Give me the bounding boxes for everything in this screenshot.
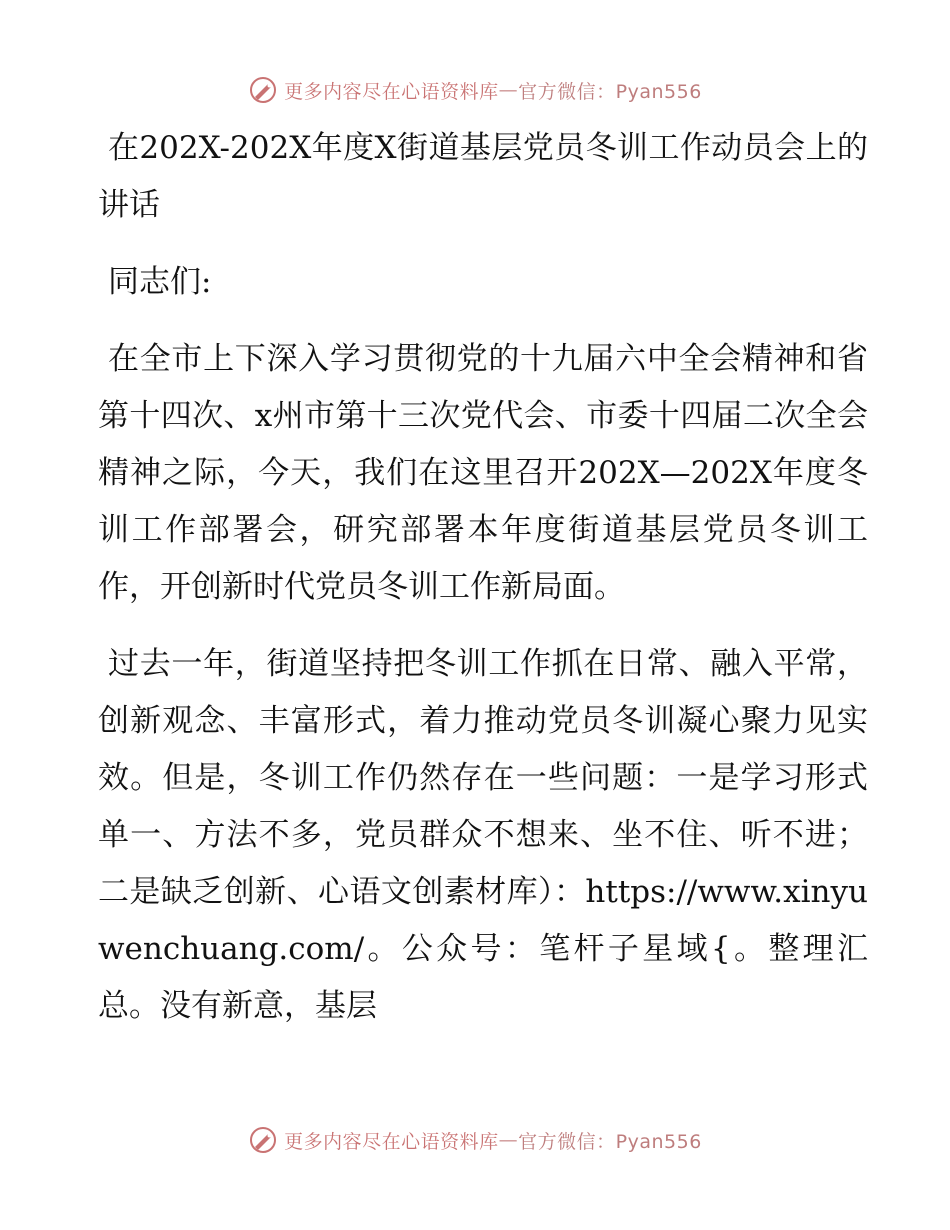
watermark-header — [0, 70, 950, 110]
paragraph: 在全市上下深入学习贯彻党的十九届六中全会精神和省第十四次、x州市第十三次党代会、市委十四届二次全会精神之际，今天，我们在这里召开202X—202X年度冬训工作部署会，研究部署本年度街道基层党员冬训工作，开创新时代党员冬训工作新局面。 — [98, 341, 868, 605]
document-title: 在202X-202X年度X街道基层党员冬训工作动员会上的讲话 — [98, 130, 868, 223]
watermark-main-text: 更多内容尽在心语资料库 — [284, 1130, 499, 1153]
watermark-wechat-text: 官方微信：Pyan556 — [518, 80, 702, 103]
watermark-separator: — — [498, 79, 519, 101]
pen-logo-icon — [248, 1125, 278, 1155]
watermark-footer — [0, 1120, 950, 1160]
salutation: 同志们: — [108, 264, 212, 300]
document-body — [98, 120, 868, 1055]
paragraph: 过去一年，街道坚持把冬训工作抓在日常、融入平常，创新观念、丰富形式，着力推动党员冬训凝心聚力见实效。但是，冬训工作仍然存在一些问题：一是学习形式单一、方法不多，党员群众不想来、坐不住、听不进；二是缺乏创新、心语文创素材库）：https://www.xinyuwenchuang.com/。公众号：笔杆子星域{。整理汇总。没有新意，基层 — [98, 646, 868, 1024]
watermark-separator: — — [498, 1129, 519, 1151]
pen-logo-icon — [248, 75, 278, 105]
watermark-wechat-text: 官方微信：Pyan556 — [518, 1130, 702, 1153]
watermark-main-text: 更多内容尽在心语资料库 — [284, 80, 499, 103]
